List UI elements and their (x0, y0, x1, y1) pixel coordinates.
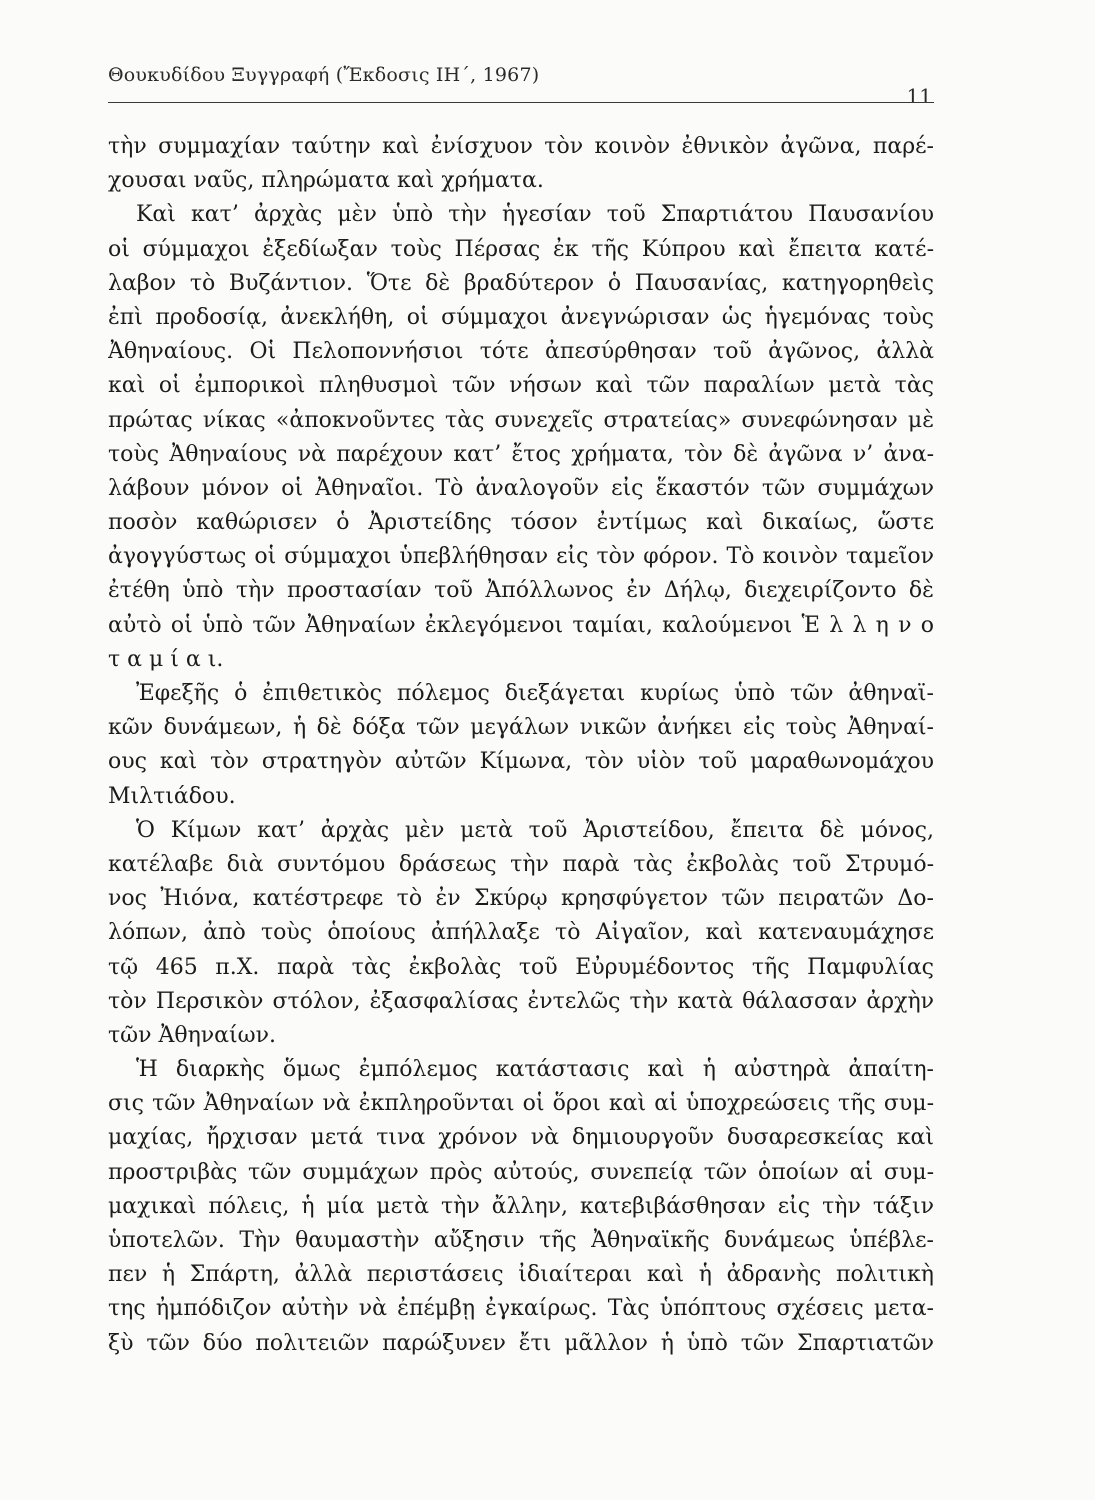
text-line: τοὺς Ἀθηναίους νὰ παρέχουν κατ’ ἔτος χρήματα, τὸν δὲ ἀγῶνα ν’ ἀνα- (108, 441, 934, 467)
text-line: κῶν δυνάμεων, ἡ δὲ δόξα τῶν μεγάλων νικῶν ἀνήκει εἰς τοὺς Ἀθηναί- (108, 715, 934, 741)
text-line: ἐτέθη ὑπὸ τὴν προστασίαν τοῦ Ἀπόλλωνος ἐν Δήλῳ, διεχειρίζοντο δὲ (108, 578, 934, 604)
text-line: κατέλαβε διὰ συντόμου δράσεως τὴν παρὰ τὰς ἐκβολὰς τοῦ Στρυμό- (108, 851, 934, 877)
text-line: τῷ 465 π.Χ. παρὰ τὰς ἐκβολὰς τοῦ Εὐρυμέδοντος τῆς Παμφυλίας (108, 954, 934, 980)
text-line: ἐπὶ προδοσίᾳ, ἀνεκλήθη, οἱ σύμμαχοι ἀνεγνώρισαν ὡς ἡγεμόνας τοὺς (108, 304, 934, 330)
text-line: χουσαι ναῦς, πληρώματα καὶ χρήματα. (108, 168, 544, 194)
text-line: αὐτὸ οἱ ὑπὸ τῶν Ἀθηναίων ἐκλεγόμενοι ταμίαι, καλούμενοι Ἑ λ λ η ν ο (108, 612, 934, 638)
page-number: 11 (906, 84, 932, 108)
text-line: τὴν συμμαχίαν ταύτην καὶ ἐνίσχυον τὸν κοινὸν ἐθνικὸν ἀγῶνα, παρέ- (108, 134, 934, 159)
text-line: μαχίας, ἤρχισαν μετά τινα χρόνον νὰ δημιουργοῦν δυσαρεσκείας καὶ (108, 1125, 934, 1151)
text-line: Ἐφεξῆς ὁ ἐπιθετικὸς πόλεμος διεξάγεται κυρίως ὑπὸ τῶν ἀθηναϊ- (136, 681, 934, 706)
text-line: Ἡ διαρκὴς ὅμως ἐμπόλεμος κατάστασις καὶ ἡ αὐστηρὰ ἀπαίτη- (136, 1057, 934, 1083)
text-line: Ὁ Κίμων κατ’ ἀρχὰς μὲν μετὰ τοῦ Ἀριστείδου, ἔπειτα δὲ μόνος, (136, 817, 934, 843)
text-line: τὸν Περσικὸν στόλον, ἐξασφαλίσας ἐντελῶς τὴν κατὰ θάλασσαν ἀρχὴν (108, 988, 934, 1014)
text-line: μαχικαὶ πόλεις, ἡ μία μετὰ τὴν ἄλλην, κατεβιβάσθησαν εἰς τὴν τάξιν (108, 1193, 934, 1219)
text-line: νος Ἠιόνα, κατέστρεφε τὸ ἐν Σκύρῳ κρησφύγετον τῶν πειρατῶν Δο- (108, 886, 934, 912)
text-line: λόπων, ἀπὸ τοὺς ὁποίους ἀπήλλαξε τὸ Αἰγαῖον, καὶ κατεναυμάχησε (108, 920, 934, 946)
text-line: ους καὶ τὸν στρατηγὸν αὐτῶν Κίμωνα, τὸν υἱὸν τοῦ μαραθωνομάχου (108, 749, 934, 775)
text-line: τ α μ ί α ι. (108, 646, 224, 672)
text-line: τῶν Ἀθηναίων. (108, 1022, 276, 1048)
text-line: Καὶ κατ’ ἀρχὰς μὲν ὑπὸ τὴν ἡγεσίαν τοῦ Σπαρτιάτου Παυσανίου (136, 202, 934, 228)
text-line: προστριβὰς τῶν συμμάχων πρὸς αὐτούς, συνεπείᾳ τῶν ὁποίων αἱ συμ- (108, 1159, 934, 1185)
text-line: ὑποτελῶν. Τὴν θαυμαστὴν αὔξησιν τῆς Ἀθηναϊκῆς δυνάμεως ὑπέβλε- (108, 1228, 934, 1253)
text-line: λαβον τὸ Βυζάντιον. Ὅτε δὲ βραδύτερον ὁ Παυσανίας, κατηγορηθεὶς (108, 270, 934, 296)
text-line: ξὺ τῶν δύο πολιτειῶν παρώξυνεν ἔτι μᾶλλον ἡ ὑπὸ τῶν Σπαρτιατῶν (108, 1330, 934, 1356)
body-text (108, 130, 934, 1361)
text-line: ἀγογγύστως οἱ σύμμαχοι ὑπεβλήθησαν εἰς τὸν φόρον. Τὸ κοινὸν ταμεῖον (108, 544, 934, 570)
text-line: ποσὸν καθώρισεν ὁ Ἀριστείδης τόσον ἐντίμως καὶ δικαίως, ὥστε (108, 510, 934, 536)
text-line: λάβουν μόνον οἱ Ἀθηναῖοι. Τὸ ἀναλογοῦν εἰς ἕκαστόν τῶν συμμάχων (108, 475, 934, 501)
header-rule (108, 102, 934, 103)
text-line: οἱ σύμμαχοι ἐξεδίωξαν τοὺς Πέρσας ἐκ τῆς Κύπρου καὶ ἔπειτα κατέ- (108, 236, 934, 262)
text-line: πρώτας νίκας «ἀποκνοῦντες τὰς συνεχεῖς στρατείας» συνεφώνησαν μὲ (108, 407, 934, 433)
text-line: καὶ οἱ ἐμπορικοὶ πληθυσμοὶ τῶν νήσων καὶ τῶν παραλίων μετὰ τὰς (108, 373, 934, 399)
text-line: πεν ἡ Σπάρτη, ἀλλὰ περιστάσεις ἰδιαίτεραι καὶ ἡ ἀδρανὴς πολιτικὴ (108, 1262, 934, 1288)
text-line: Μιλτιάδου. (108, 783, 236, 809)
page-header (108, 58, 934, 108)
running-title: Θουκυδίδου Ξυγγραφή (Ἔκδοσις ΙΗ΄, 1967) (108, 64, 540, 86)
text-line: της ἠμπόδιζον αὐτὴν νὰ ἐπέμβῃ ἐγκαίρως. Τὰς ὑπόπτους σχέσεις μετα- (108, 1296, 934, 1322)
text-line: σις τῶν Ἀθηναίων νὰ ἐκπληροῦνται οἱ ὅροι καὶ αἱ ὑποχρεώσεις τῆς συμ- (108, 1091, 934, 1117)
text-line: Ἀθηναίους. Οἱ Πελοποννήσιοι τότε ἀπεσύρθησαν τοῦ ἀγῶνος, ἀλλὰ (108, 339, 934, 365)
